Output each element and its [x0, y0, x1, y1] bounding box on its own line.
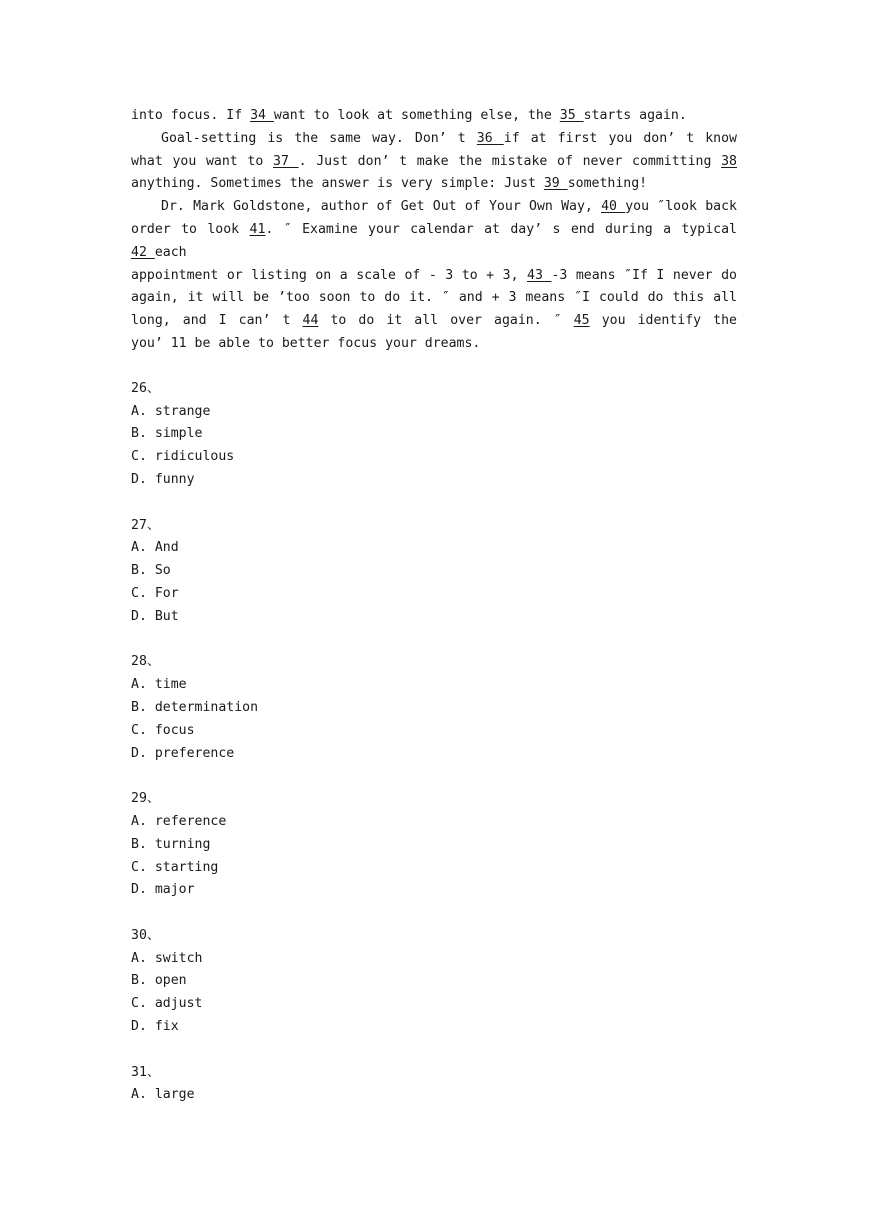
passage-line [131, 310, 737, 333]
passage-text: again, it will be ’too soon to do it. ″ and + 3 means ″I could do this all [131, 290, 737, 306]
answer-option: A. reference [131, 813, 227, 829]
passage-line [131, 173, 737, 196]
question-number: 27、 [131, 517, 161, 533]
passage-text: each [154, 244, 187, 260]
question-number: 26、 [131, 380, 161, 396]
answer-option: D. funny [131, 471, 195, 487]
answer-option: B. turning [131, 836, 211, 852]
answer-option: C. starting [131, 859, 219, 875]
passage-text: if at first you don’ t know [503, 130, 737, 146]
blank-number: 45 [573, 313, 590, 329]
passage-text: what you want to [131, 153, 274, 169]
answer-option: C. focus [131, 722, 195, 738]
answer-option: A. strange [131, 403, 211, 419]
passage-text: order to look [131, 221, 250, 237]
document-page [131, 105, 737, 1130]
passage-text: long, and I can’ t [131, 313, 303, 329]
answer-option: A. time [131, 677, 187, 693]
question-number: 30、 [131, 927, 161, 943]
answer-option: A. And [131, 540, 179, 556]
passage-text: want to look at something else, the [273, 108, 560, 123]
passage-line [131, 196, 737, 219]
answer-option: A. switch [131, 950, 203, 966]
question [131, 925, 737, 1039]
blank-number: 39 [543, 176, 568, 192]
blank-number: 42 [131, 244, 155, 260]
passage-text: into focus. If [131, 108, 251, 123]
passage-line [131, 333, 737, 356]
blank-number: 44 [302, 313, 319, 329]
answer-option: D. fix [131, 1019, 179, 1035]
blank-number: 40 [601, 199, 626, 215]
answer-option: C. adjust [131, 996, 203, 1012]
question-list [131, 378, 737, 1108]
blank-number: 43 [527, 267, 552, 283]
passage-text: Goal-setting is the same way. Don’ t [161, 130, 477, 146]
answer-option: D. preference [131, 745, 235, 761]
passage-line [131, 105, 737, 128]
passage-text: starts again. [583, 108, 687, 123]
question [131, 651, 737, 765]
passage-line [131, 151, 737, 174]
passage-line [131, 242, 737, 265]
blank-number: 37 [273, 153, 299, 169]
answer-option: B. open [131, 973, 187, 989]
answer-option: A. large [131, 1087, 195, 1103]
blank-number: 41 [249, 221, 266, 237]
passage-text: -3 means ″If I never do [551, 267, 737, 283]
passage-line [131, 219, 737, 242]
passage-text: to do it all over again. ″ [318, 313, 574, 329]
passage-line [131, 128, 737, 151]
passage-line [131, 265, 737, 288]
passage-text: you’ 11 be able to better focus your dreams. [131, 335, 481, 351]
passage-text: Dr. Mark Goldstone, author of Get Out of Your Own Way, [161, 199, 602, 215]
blank-number: 35 [559, 108, 584, 123]
blank-number: 36 [476, 130, 504, 146]
answer-option: B. So [131, 563, 171, 579]
passage-text: something! [567, 176, 648, 192]
passage-text: . ″ Examine your calendar at day’ s end during a typical [265, 221, 737, 237]
question [131, 515, 737, 629]
answer-option: B. determination [131, 699, 259, 715]
question-number: 28、 [131, 654, 161, 670]
answer-option: D. major [131, 882, 195, 898]
passage-text: . Just don’ t make the mistake of never committing [298, 153, 722, 169]
question-number: 29、 [131, 791, 161, 807]
passage-text: you identify the [601, 313, 737, 329]
question-number: 31、 [131, 1064, 161, 1080]
answer-option: C. ridiculous [131, 449, 235, 465]
passage-text: anything. Sometimes the answer is very simple: Just [131, 176, 544, 192]
answer-option: D. But [131, 608, 179, 624]
answer-option: B. simple [131, 426, 203, 442]
blank-number: 34 [250, 108, 274, 123]
question [131, 378, 737, 492]
passage-line [131, 287, 737, 310]
passage-text: you ″look back [625, 199, 737, 215]
passage-text: appointment or listing on a scale of - 3 to + 3, [131, 267, 528, 283]
passage [131, 105, 737, 356]
answer-option: C. For [131, 585, 179, 601]
blank-number: 38 [721, 153, 737, 169]
question [131, 1062, 737, 1108]
question [131, 788, 737, 902]
